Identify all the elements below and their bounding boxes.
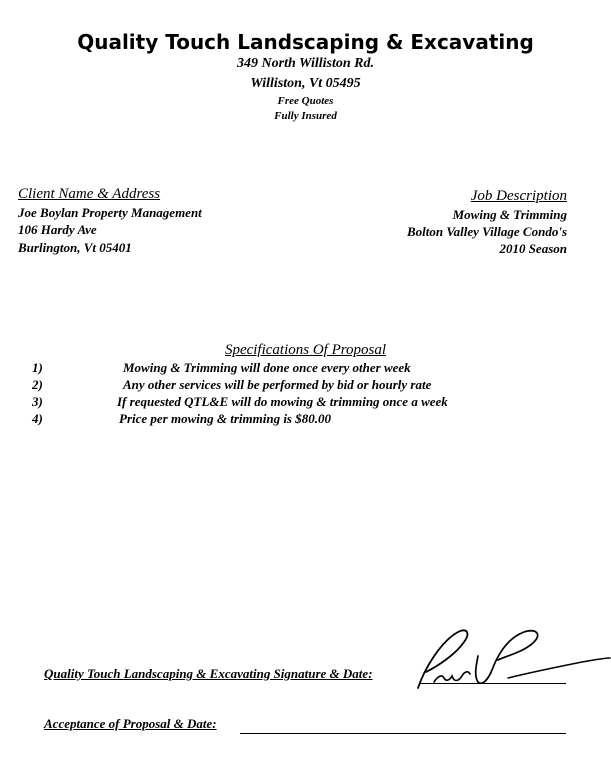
spec-text: Any other services will be performed by bid or hourly rate xyxy=(123,377,432,392)
client-city: Burlington, Vt 05401 xyxy=(18,240,132,255)
client-name: Joe Boylan Property Management xyxy=(18,205,202,220)
company-signature-label: Quality Touch Landscaping & Excavating Signature & Date: xyxy=(44,666,373,681)
tagline-free-quotes: Free Quotes xyxy=(277,95,334,107)
acceptance-label: Acceptance of Proposal & Date: xyxy=(44,716,217,731)
spec-item xyxy=(0,411,611,428)
spec-text: Mowing & Trimming will done once every other week xyxy=(123,360,411,375)
client-section-title: Client Name & Address xyxy=(18,186,161,202)
job-section-title: Job Description xyxy=(470,188,567,204)
spec-item xyxy=(0,394,611,411)
spec-number: 4) xyxy=(32,411,43,426)
company-city: Williston, Vt 05495 xyxy=(250,76,361,91)
spec-number: 1) xyxy=(32,360,43,375)
company-name: Quality Touch Landscaping & Excavating xyxy=(77,30,534,54)
job-line-2: Bolton Valley Village Condo's xyxy=(407,224,567,239)
company-street: 349 North Williston Rd. xyxy=(237,56,374,71)
spec-item xyxy=(0,360,611,377)
job-line-3: 2010 Season xyxy=(499,241,567,256)
spec-number: 2) xyxy=(32,377,43,392)
spec-text: If requested QTL&E will do mowing & trimming once a week xyxy=(117,394,448,409)
handwritten-signature xyxy=(412,620,611,698)
spec-item xyxy=(0,377,611,394)
tagline-fully-insured: Fully Insured xyxy=(274,110,337,122)
client-street: 106 Hardy Ave xyxy=(18,222,97,237)
spec-text: Price per mowing & trimming is $80.00 xyxy=(119,411,331,426)
acceptance-signature-line xyxy=(240,733,566,734)
specifications-title: Specifications Of Proposal xyxy=(224,342,387,358)
job-line-1: Mowing & Trimming xyxy=(452,207,567,222)
spec-number: 3) xyxy=(32,394,43,409)
